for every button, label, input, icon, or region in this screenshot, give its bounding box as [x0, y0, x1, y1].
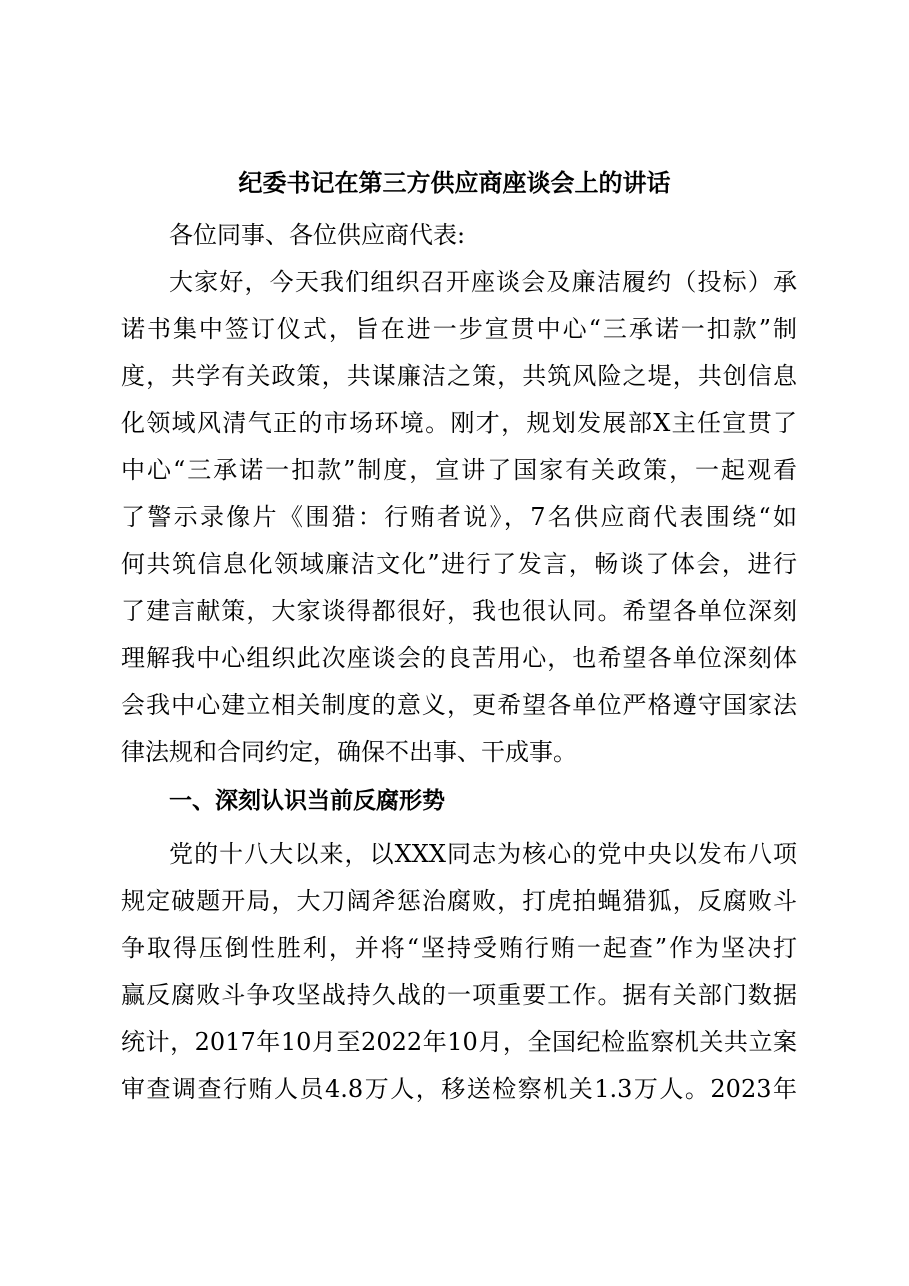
paragraph-1-line: 了建言献策，大家谈得都很好，我也很认同。希望各单位深刻	[121, 597, 797, 625]
paragraph-1-line: 律法规和合同约定，确保不出事、干成事。	[121, 738, 577, 766]
paragraph-2-line: 党的十八大以来，以XXX同志为核心的党中央以发布八项	[169, 840, 797, 868]
paragraph-2-line: 争取得压倒性胜利，并将“坚持受贿行贿一起查”作为坚决打	[121, 934, 797, 962]
paragraph-2-line: 统计，2017年10月至2022年10月，全国纪检监察机关共立案	[121, 1028, 797, 1056]
salutation: 各位同事、各位供应商代表:	[169, 221, 466, 249]
paragraph-2-line: 赢反腐败斗争攻坚战持久战的一项重要工作。据有关部门数据	[121, 981, 797, 1009]
paragraph-1-line: 会我中心建立相关制度的意义，更希望各单位严格遵守国家法	[121, 691, 797, 719]
document-title: 纪委书记在第三方供应商座谈会上的讲话	[238, 168, 671, 197]
paragraph-1-line: 度，共学有关政策，共谋廉洁之策，共筑风险之堤，共创信息	[121, 362, 797, 390]
paragraph-1-line: 理解我中心组织此次座谈会的良苦用心，也希望各单位深刻体	[121, 644, 797, 672]
paragraph-1-line: 化领域风清气正的市场环境。刚才，规划发展部X主任宣贯了	[121, 409, 797, 437]
paragraph-1-line: 中心“三承诺一扣款”制度，宣讲了国家有关政策，一起观看	[121, 456, 797, 484]
paragraph-1-line: 何共筑信息化领域廉洁文化”进行了发言，畅谈了体会，进行	[121, 550, 797, 578]
paragraph-1-line: 大家好，今天我们组织召开座谈会及廉洁履约（投标）承	[169, 268, 797, 296]
paragraph-1-line: 了警示录像片《围猎：行贿者说》，7名供应商代表围绕“如	[121, 503, 797, 531]
paragraph-2-line: 审查调查行贿人员4.8万人，移送检察机关1.3万人。2023年	[121, 1075, 797, 1103]
paragraph-2-line: 规定破题开局，大刀阔斧惩治腐败，打虎拍蝇猎狐，反腐败斗	[121, 887, 797, 915]
paragraph-1-line: 诺书集中签订仪式，旨在进一步宣贯中心“三承诺一扣款”制	[121, 315, 797, 343]
section-heading: 一、深刻认识当前反腐形势	[169, 788, 445, 814]
